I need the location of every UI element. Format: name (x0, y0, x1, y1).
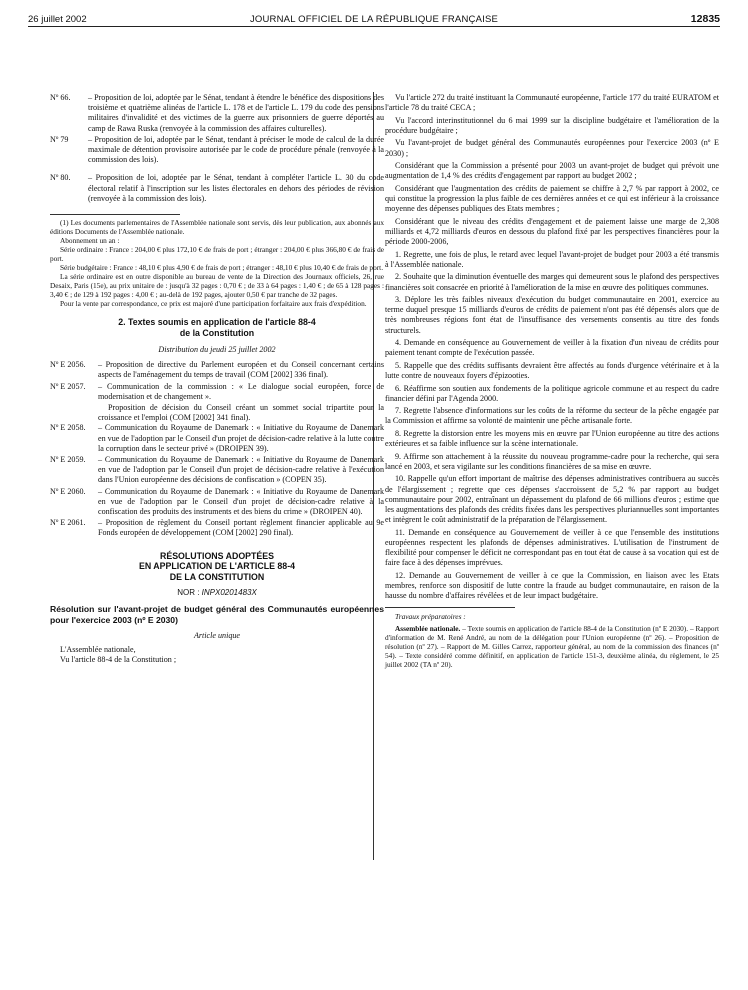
footnote-separator (50, 214, 180, 215)
resolution-paragraph: Vu l'accord interinstitutionnel du 6 mai 1999 sur la discipline budgétaire et l'amélioration de la procédure budgétaire ; (385, 115, 719, 135)
resolution-paragraph: 5. Rappelle que des crédits suffisants devraient être affectés au fonds d'urgence vétérinaire et à la lutte contre de nouveaux foyers d'épizooties. (385, 360, 719, 381)
bill-number: Nº 66. (50, 93, 71, 102)
resolution-paragraph: Considérant que le niveau des crédits d'engagement et de paiement laisse une marge de 2,308 milliards et 4,72 milliards d'euros en dessous du plafond fixé par les perspectives financières pour la période 2000-2006, (385, 216, 719, 247)
resolution-paragraph: 8. Regrette la distorsion entre les moyens mis en œuvre par l'Union européenne au titre des actions extérieures et sa faible influence sur la scène internationale. (385, 428, 719, 449)
resolution-paragraph: 10. Rappelle qu'un effort important de maîtrise des dépenses administratives contribuera au succès de l'élargissement ; regrette que ces dépenses s'accroissent de 5,2 % par rapport au budget communautaire pour 2002, entraînant un dépassement du plafond de 66 millions d'euros ; estime que les augmentations des plafonds des crédits fixées dans les perspectives pluriannuelles sont importantes et intègrent le coût administratif de la préparation de l'élargissement. (385, 474, 719, 525)
resolution-intro: L'Assemblée nationale, (60, 645, 136, 654)
footnote-line: Série ordinaire : France : 204,00 € plus 172,10 € de frais de port ; étranger : 204,00 € plus 366,80 € de frais de port. (50, 245, 384, 264)
footnote-line: (1) Les documents parlementaires de l'Assemblée nationale sont servis, dès leur publication, aux abonnés aux éditions Documents de l'Assemblée nationale. (50, 218, 384, 237)
journal-title: JOURNAL OFFICIEL DE LA RÉPUBLIQUE FRANÇAISE (249, 14, 499, 25)
resolution-paragraph: 3. Déplore les très faibles niveaux d'exécution du budget communautaire en 2001, exercice au terme duquel presque 15 milliards d'euros de crédits de paiement n'ont pas été dépensés alors que de très nombreuses régions font état de l'insuffisance des versements consentis au titre des fonds structurels. (385, 295, 719, 335)
resolution-paragraph: Vu l'article 272 du traité instituant la Communauté européenne, l'article 177 du traité EURATOM et l'article 78 du traité CECA ; (385, 93, 719, 113)
article-label: Article unique (193, 630, 241, 640)
e-entry (50, 423, 384, 454)
resolution-heading: Résolution sur l'avant-projet de budget général des Communautés européennes pour l'exercice 2003 (nº E 2030) (50, 604, 384, 625)
resolution-paragraph: Vu l'avant-projet de budget général des Communautés européennes pour l'exercice 2003 (nº E 2030) ; (385, 138, 719, 158)
e-number: Nº E 2057. (50, 381, 86, 391)
footnote-line: Pour la vente par correspondance, ce prix est majoré d'une participation forfaitaire aux frais d'expédition. (60, 299, 367, 309)
resolutions-title (50, 551, 384, 583)
resolution-paragraph: Considérant que la Commission a présenté pour 2003 un avant-projet de budget qui prévoit une augmentation de 1,4 % des crédits d'engagement par rapport au budget 2002 ; (385, 161, 719, 181)
resolutions-title-line: DE LA CONSTITUTION (169, 571, 265, 582)
resolution-paragraph: 4. Demande en conséquence au Gouvernement de veiller à la fixation d'un niveau de crédits pour paiement tenant compte de l'exécution passée. (385, 338, 719, 358)
e-number: Nº E 2061. (50, 518, 86, 528)
section-title (50, 317, 384, 338)
e-entry (50, 455, 384, 486)
bill-text: – Proposition de loi, adoptée par le Sénat, tendant à compléter l'article L. 30 du code électoral relatif à l'inscription sur les listes électorales en dehors des périodes de révision (renvoyée à la commission des lois). (88, 173, 384, 203)
e-text: – Communication du Royaume de Danemark : « Initiative du Royaume de Danemark en vue de l'adoption par le Conseil d'un projet de décision-cadre relative à la confiscation des produits des instruments et des biens du crime » (DROIPEN 40). (98, 486, 384, 517)
e-number: Nº E 2060. (50, 486, 86, 496)
travaux-lead: Assemblée nationale. (395, 623, 461, 633)
resolution-paragraph: 6. Réaffirme son soutien aux fondements de la politique agricole commune et au respect du cadre financier défini par l'Agenda 2000. (385, 383, 719, 403)
footnote (50, 218, 384, 308)
bill-entry (50, 135, 384, 166)
bill-text: – Proposition de loi, adoptée par le Sénat, tendant à étendre le bénéfice des dispositions des troisième et quatrième alinéas de l'article L. 178 et de l'article L. 179 du code des pensions militaires d'invalidité et des victimes de la guerre aux prisonniers de guerre déportés au camp de Rawa Ruska (renvoyée à la commission des affaires culturelles). (88, 93, 385, 133)
e-text: – Proposition de règlement du Conseil portant règlement financier applicable au 9e Fonds européen de développement (COM [2002] 290 final). (98, 518, 384, 538)
page-number: 12835 (690, 13, 720, 25)
travaux-label: Travaux préparatoires : (395, 612, 466, 622)
e-number: Nº E 2059. (50, 455, 86, 465)
e-entry (50, 382, 384, 402)
resolution-paragraph: 12. Demande au Gouvernement de veiller à ce que la Commission, en liaison avec les Etats membres, renforce son dispositif de lutte contre la fraude au budget communautaire, en raison de la hausse du nombre d'affaires révélées et de leur impact budgétaire. (385, 570, 719, 601)
e-text: – Communication de la commission : « Le dialogue social européen, force de modernisation et de changement ». (98, 381, 384, 401)
footnote-line: Série budgétaire : France : 48,10 € plus 4,90 € de frais de port ; étranger : 48,10 € plus 10,40 € de frais de port. (60, 263, 384, 273)
header-date: 26 juillet 2002 (28, 14, 87, 25)
bill-entry (50, 93, 384, 134)
section-title-line: de la Constitution (179, 327, 255, 338)
e-text: – Proposition de directive du Parlement européen et du Conseil concernant certains aspects de l'aménagement du temps de travail (COM [2002] 336 final). (98, 360, 384, 380)
resolutions-title-line: EN APPLICATION DE L'ARTICLE 88-4 (138, 561, 296, 572)
bill-entry (50, 173, 384, 204)
nor-label: NOR : (177, 588, 200, 598)
footnote-line: Abonnement un an : (60, 236, 120, 246)
e-subtext: Proposition de décision du Conseil créant un sommet social tripartite pour la croissance et l'emploi (COM [2002] 341 final). (98, 403, 384, 423)
nor-reference (50, 588, 384, 598)
travaux-separator (385, 607, 515, 608)
e-entry (50, 360, 384, 380)
e-number: Nº E 2056. (50, 360, 86, 370)
nor-code: INPX0201483X (201, 588, 257, 598)
resolution-paragraph: 9. Affirme son attachement à la réussite du nouveau programme-cadre pour la recherche, qui sera lancé en 2003, et sera vigilante sur les conditions financières de sa mise en œuvre. (385, 451, 719, 471)
distribution-date: Distribution du jeudi 25 juillet 2002 (158, 345, 276, 355)
e-number: Nº E 2058. (50, 423, 86, 433)
bill-number: Nº 80. (50, 173, 71, 183)
resolution-paragraph: 7. Regrette l'absence d'informations sur les coûts de la réforme du secteur de la pêche engagée par la Commission et affirme sa volonté de maintenir une pêche artisanale forte. (385, 406, 719, 426)
travaux-text (385, 624, 719, 669)
resolution-intro: Vu l'article 88-4 de la Constitution ; (60, 655, 177, 665)
left-column (50, 93, 384, 665)
resolution-paragraph: 1. Regrette, une fois de plus, le retard avec lequel l'avant-projet de budget pour 2003 a été transmis à l'Assemblée nationale. (385, 249, 719, 269)
travaux-body: – Texte soumis en application de l'article 88-4 de la Constitution (nº E 2030). – Rapport d'information de M. René André, au nom de la délégation pour l'Union européenne (nº 26). – Proposition de résolution (nº 27). – Rapport de M. Gilles Carrez, rapporteur général, au nom de la commission des finances (nº 54). – Texte considéré comme définitif, en application de l'article 151-3, deuxième alinéa, du règlement, le 25 juillet 2002 (TA nº 20). (385, 623, 719, 669)
section-title-line: 2. Textes soumis en application de l'article 88-4 (118, 317, 316, 328)
footnote-line: La série ordinaire est en outre disponible au bureau de vente de la Direction des Journaux officiels, 26, rue Desaix, Paris (15e), au prix unitaire de : jusqu'à 32 pages : 0,70 € ; de 33 à 64 pages : 1,40 € ; de 65 à 128 pages : 3,40 € ; de 129 à 192 pages : 4,00 € ; au-delà de 192 pages, ajouter 0,50 € par tranche de 32 pages. (50, 272, 384, 300)
header-rule (28, 26, 720, 27)
e-text: – Communication du Royaume de Danemark : « Initiative du Royaume de Danemark en vue de l'adoption par le Conseil d'un projet de décision-cadre relative à l'exécution dans l'Union européenne des décisions de confiscation » (COPEN 35). (98, 455, 384, 485)
bill-number: Nº 79 (50, 134, 69, 144)
resolution-paragraph: 2. Souhaite que la diminution éventuelle des marges qui demeurent sous le plafond des perspectives financières soit consacrée en priorité à l'amélioration de la mise en œuvre des politiques communes. (385, 272, 719, 292)
resolution-paragraph: 11. Demande en conséquence au Gouvernement de veiller à ce que l'ensemble des institutions européennes respectent les plafonds de dépenses administratives. L'utilisation de l'instrument de flexibilité pour compenser le déficit ne correspondant pas en tout état de cause à sa vocation qui est de faire face à des dépenses imprévues. (385, 527, 719, 568)
e-text: – Communication du Royaume de Danemark : « Initiative du Royaume de Danemark en vue de l'adoption par le Conseil d'un projet de décision-cadre relative à la lutte contre la corruption dans le secteur privé » (DROIPEN 39). (98, 423, 384, 453)
resolution-paragraph: Considérant que l'augmentation des crédits de paiement se chiffre à 2,7 % par rapport à 2002, ce qui constitue la progression la plus faible de ces dernières années et ce qui est inférieur à la croissance moyenne des dépenses publiques des Etats membres ; (385, 183, 719, 214)
bill-text: – Proposition de loi, adoptée par le Sénat, tendant à préciser le mode de calcul de la durée maximale de détention provisoire autorisée par le code de procédure pénale (renvoyée à la commission des lois). (88, 134, 384, 165)
resolutions-title-line: RÉSOLUTIONS ADOPTÉES (159, 550, 275, 561)
right-column (385, 93, 719, 669)
e-entry (50, 487, 384, 518)
e-entry (50, 518, 384, 538)
